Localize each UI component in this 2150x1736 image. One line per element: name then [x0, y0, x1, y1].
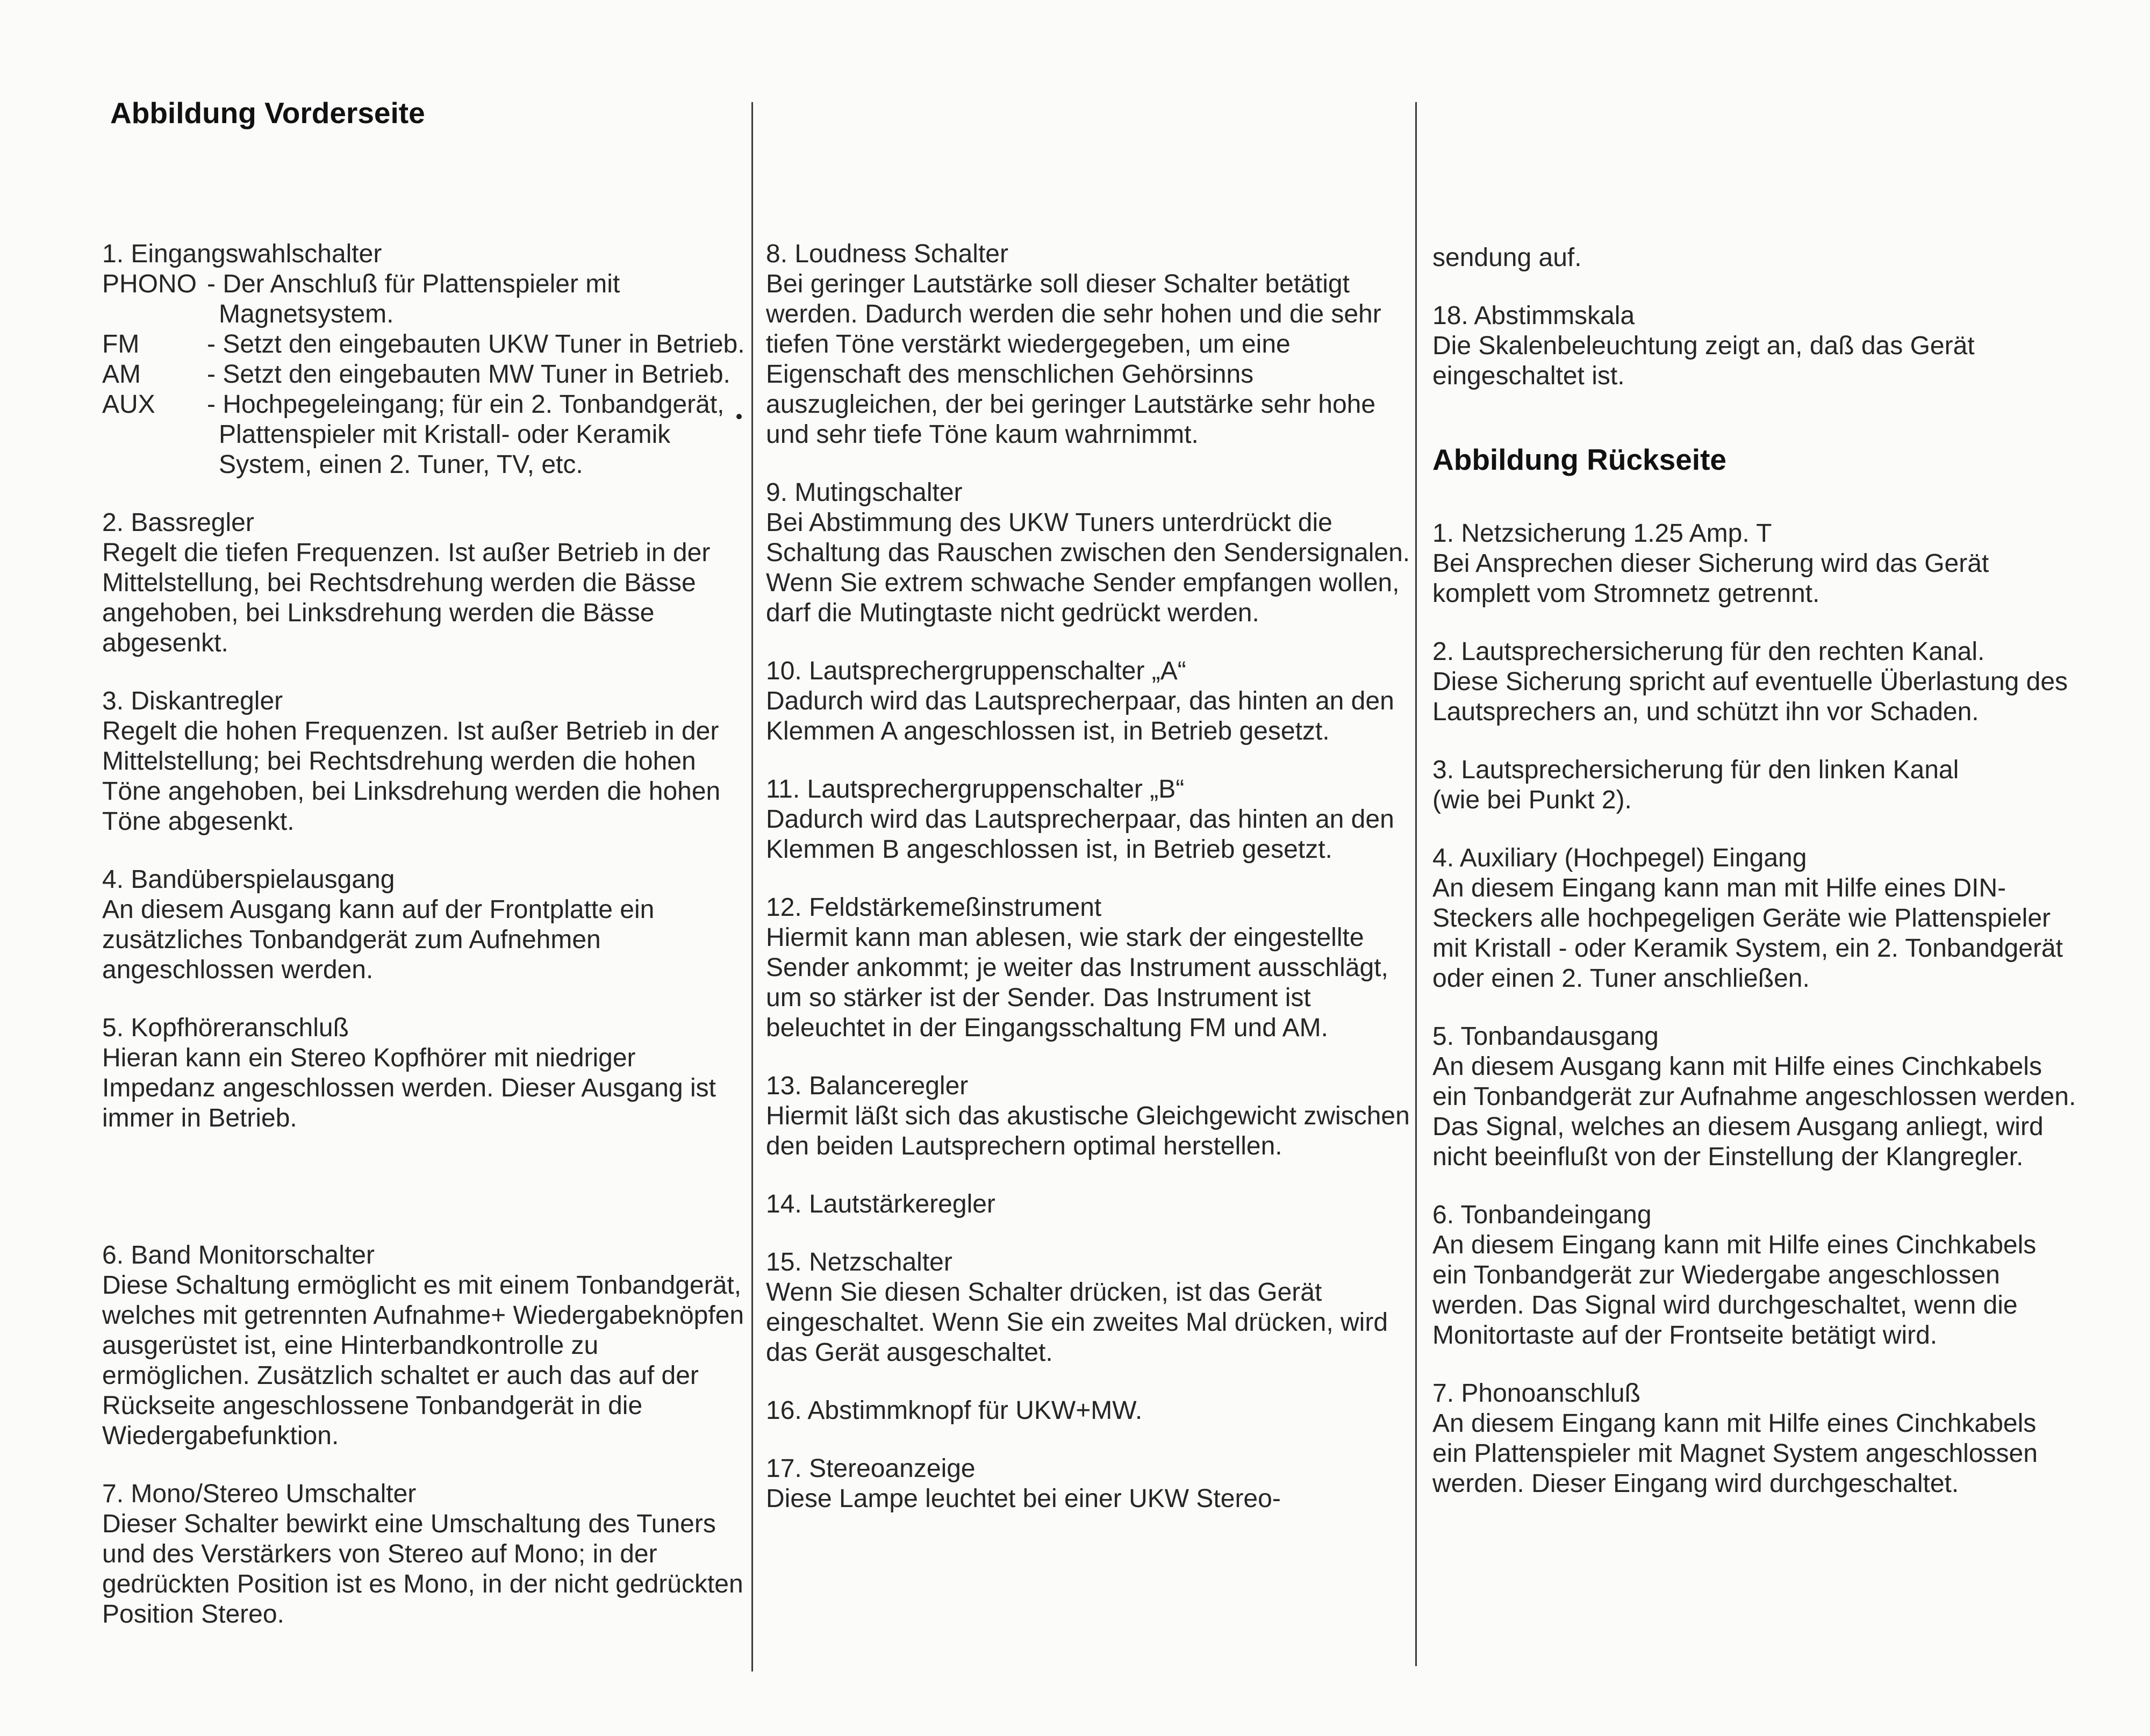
back-section-1	[1432, 519, 2077, 609]
section-body: An diesem Eingang kann mit Hilfe eines Cinchkabels ein Plattenspieler mit Magnet System angeschlossen werden. Dieser Eingang wird durchgeschaltet.	[1432, 1409, 2038, 1498]
section-body: Hiermit kann man ablesen, wie stark der eingestellte Sender ankommt; je weiter das Instrument ausschlägt, um so stärker ist der Sender. Das Instrument ist beleuchtet in der Eingangsschaltung FM und AM.	[766, 923, 1388, 1042]
section-title: 3. Diskantregler	[102, 687, 283, 715]
section-body: Dadurch wird das Lautsprecherpaar, das hinten an den Klemmen A angeschlossen ist, in Betrieb gesetzt.	[766, 687, 1394, 745]
selector-key: AUX	[102, 390, 155, 419]
section-17	[766, 1454, 1411, 1514]
section-3	[102, 686, 747, 837]
selector-desc: - Setzt den eingebauten UKW Tuner in Betrieb.	[207, 330, 745, 358]
section-body: Dadurch wird das Lautsprecherpaar, das hinten an den Klemmen B angeschlossen ist, in Betrieb gesetzt.	[766, 805, 1394, 864]
section-title: 3. Lautsprechersicherung für den linken Kanal	[1432, 756, 1959, 784]
selector-desc: - Hochpegeleingang; für ein 2. Tonbandgerät, Plattenspieler mit Kristall- oder Keramik System, einen 2. Tuner, TV, etc.	[207, 390, 725, 479]
section-body: Diese Sicherung spricht auf eventuelle Überlastung des Lautsprechers an, und schützt ihn vor Schaden.	[1432, 668, 2068, 726]
back-section-3	[1432, 755, 2077, 815]
section-body: Hiermit läßt sich das akustische Gleichgewicht zwischen den beiden Lautsprechern optimal herstellen.	[766, 1102, 1410, 1160]
section-6	[102, 1240, 747, 1451]
section-16	[766, 1396, 1411, 1426]
front-sections-part4	[1432, 243, 2077, 419]
section-body: Diese Lampe leuchtet bei einer UKW Stereo-	[766, 1484, 1281, 1513]
section-4	[102, 865, 747, 985]
section-14	[766, 1189, 1411, 1219]
selector-desc: - Setzt den eingebauten MW Tuner in Betrieb.	[207, 360, 730, 389]
heading-back: Abbildung Rückseite	[1432, 443, 1726, 476]
section-body: Wenn Sie diesen Schalter drücken, ist das Gerät eingeschaltet. Wenn Sie ein zweites Mal drücken, wird das Gerät ausgeschaltet.	[766, 1278, 1388, 1367]
section-title: 17. Stereoanzeige	[766, 1454, 976, 1483]
selector-desc: - Der Anschluß für Plattenspieler mit Magnetsystem.	[207, 270, 620, 328]
section-title: 4. Auxiliary (Hochpegel) Eingang	[1432, 844, 1807, 872]
column-back	[1432, 0, 2077, 1736]
section-body: Diese Schaltung ermöglicht es mit einem Tonbandgerät, welches mit getrennten Aufnahme+ Wiedergabeknöpfen ausgerüstet ist, eine Hinterbandkontrolle zu ermöglichen. Zusätzlich schaltet er auch das auf der Rückseite angeschlossene Tonbandgerät in die Wiedergabefunktion.	[102, 1271, 744, 1450]
section-10	[766, 656, 1411, 747]
column-front-1	[102, 0, 747, 1736]
section-body: Bei geringer Lautstärke soll dieser Schalter betätigt werden. Dadurch werden die sehr hohen und die sehr tiefen Töne verstärkt wiedergegeben, um eine Eigenschaft des menschlichen Gehörsinns auszugleichen, der bei geringer Lautstärke sehr hohe und sehr tiefe Töne kaum wahrnimmt.	[766, 270, 1381, 449]
section-12	[766, 893, 1411, 1043]
front-sections-part1	[102, 239, 747, 1161]
section-2	[102, 508, 747, 658]
section-body: An diesem Eingang kann mit Hilfe eines Cinchkabels ein Tonbandgerät zur Wiedergabe angeschlossen werden. Das Signal wird durchgeschaltet, wenn die Monitortaste auf der Frontseite betätigt wird.	[1432, 1231, 2037, 1350]
selector-row-fm	[102, 329, 747, 360]
section-title: 8. Loudness Schalter	[766, 240, 1008, 268]
section-title: 11. Lautsprechergruppenschalter „B“	[766, 775, 1185, 804]
selector-row-am	[102, 360, 747, 390]
selector-row-phono	[102, 269, 747, 329]
section-title: 1. Netzsicherung 1.25 Amp. T	[1432, 519, 1772, 548]
section-body: Bei Abstimmung des UKW Tuners unterdrückt die Schaltung das Rauschen zwischen den Sendersignalen. Wenn Sie extrem schwache Sender empfangen wollen, darf die Mutingtaste nicht gedrückt werden.	[766, 508, 1410, 627]
section-body: An diesem Ausgang kann mit Hilfe eines Cinchkabels ein Tonbandgerät zur Aufnahme angeschlossen werden. Das Signal, welches an diesem Ausgang anliegt, wird nicht beeinflußt von der Einstellung der Klangregler.	[1432, 1052, 2076, 1171]
section-5	[102, 1013, 747, 1134]
column-divider-right	[1415, 102, 1417, 1666]
section-7	[102, 1479, 747, 1630]
back-section-7	[1432, 1379, 2077, 1499]
heading-front: Abbildung Vorderseite	[110, 96, 425, 130]
section-title: 10. Lautsprechergruppenschalter „A“	[766, 657, 1186, 685]
section-body: An diesem Eingang kann man mit Hilfe eines DIN-Steckers alle hochpegeligen Geräte wie Plattenspieler mit Kristall - oder Keramik System, ein 2. Tonbandgerät oder einen 2. Tuner anschließen.	[1432, 874, 2063, 993]
back-section-6	[1432, 1200, 2077, 1351]
section-title: 9. Mutingschalter	[766, 478, 963, 507]
back-sections	[1432, 519, 2077, 1527]
section-title: 14. Lautstärkeregler	[766, 1190, 995, 1218]
column-front-2	[766, 0, 1411, 1736]
back-section-2	[1432, 637, 2077, 727]
front-sections-part2	[102, 1240, 747, 1658]
section-18	[1432, 301, 2077, 391]
selector-row-aux	[102, 390, 747, 480]
section-body: Dieser Schalter bewirkt eine Umschaltung des Tuners und des Verstärkers von Stereo auf Mono; in der gedrückten Position ist es Mono, in der nicht gedrückten Position Stereo.	[102, 1510, 743, 1629]
section-15	[766, 1247, 1411, 1368]
section-title: 6. Band Monitorschalter	[102, 1241, 375, 1269]
section-17-continued	[1432, 243, 2077, 273]
section-title: 12. Feldstärkemeßinstrument	[766, 893, 1102, 922]
column-divider-left	[751, 102, 753, 1672]
back-section-4	[1432, 843, 2077, 994]
section-title: 6. Tonbandeingang	[1432, 1201, 1652, 1229]
section-title: 13. Balanceregler	[766, 1072, 969, 1100]
section-title: 2. Lautsprechersicherung für den rechten Kanal.	[1432, 637, 1985, 666]
section-title: 1. Eingangswahlschalter	[102, 240, 382, 268]
section-body: Regelt die hohen Frequenzen. Ist außer Betrieb in der Mittelstellung; bei Rechtsdrehung werden die hohen Töne angehoben, bei Linksdrehung werden die hohen Töne abgesenkt.	[102, 717, 721, 836]
section-1	[102, 239, 747, 480]
section-body: Bei Ansprechen dieser Sicherung wird das Gerät komplett vom Stromnetz getrennt.	[1432, 549, 1989, 608]
input-selector-table	[102, 269, 747, 480]
section-body: sendung auf.	[1432, 243, 1582, 272]
section-title: 16. Abstimmknopf für UKW+MW.	[766, 1396, 1143, 1425]
selector-key: PHONO	[102, 270, 197, 298]
selector-key: AM	[102, 360, 141, 389]
section-body: Die Skalenbeleuchtung zeigt an, daß das Gerät eingeschaltet ist.	[1432, 332, 1975, 390]
selector-key: FM	[102, 330, 140, 358]
section-title: 5. Tonbandausgang	[1432, 1022, 1659, 1051]
section-body: (wie bei Punkt 2).	[1432, 786, 1632, 814]
front-sections-part3	[766, 239, 1411, 1542]
section-title: 4. Bandüberspielausgang	[102, 865, 395, 894]
section-13	[766, 1071, 1411, 1161]
section-title: 7. Phonoanschluß	[1432, 1379, 1640, 1408]
section-title: 2. Bassregler	[102, 508, 254, 537]
section-11	[766, 774, 1411, 865]
section-title: 7. Mono/Stereo Umschalter	[102, 1480, 417, 1508]
section-title: 18. Abstimmskala	[1432, 302, 1635, 330]
section-8	[766, 239, 1411, 450]
section-title: 15. Netzschalter	[766, 1248, 952, 1276]
section-body: An diesem Ausgang kann auf der Frontplatte ein zusätzliches Tonbandgerät zum Aufnehmen angeschlossen werden.	[102, 895, 655, 984]
back-section-5	[1432, 1022, 2077, 1172]
section-title: 5. Kopfhöreranschluß	[102, 1014, 349, 1042]
section-9	[766, 478, 1411, 628]
section-body: Regelt die tiefen Frequenzen. Ist außer Betrieb in der Mittelstellung, bei Rechtsdrehung werden die Bässe angehoben, bei Linksdrehung werden die Bässe abgesenkt.	[102, 539, 711, 657]
section-body: Hieran kann ein Stereo Kopfhörer mit niedriger Impedanz angeschlossen werden. Dieser Ausgang ist immer in Betrieb.	[102, 1044, 716, 1132]
